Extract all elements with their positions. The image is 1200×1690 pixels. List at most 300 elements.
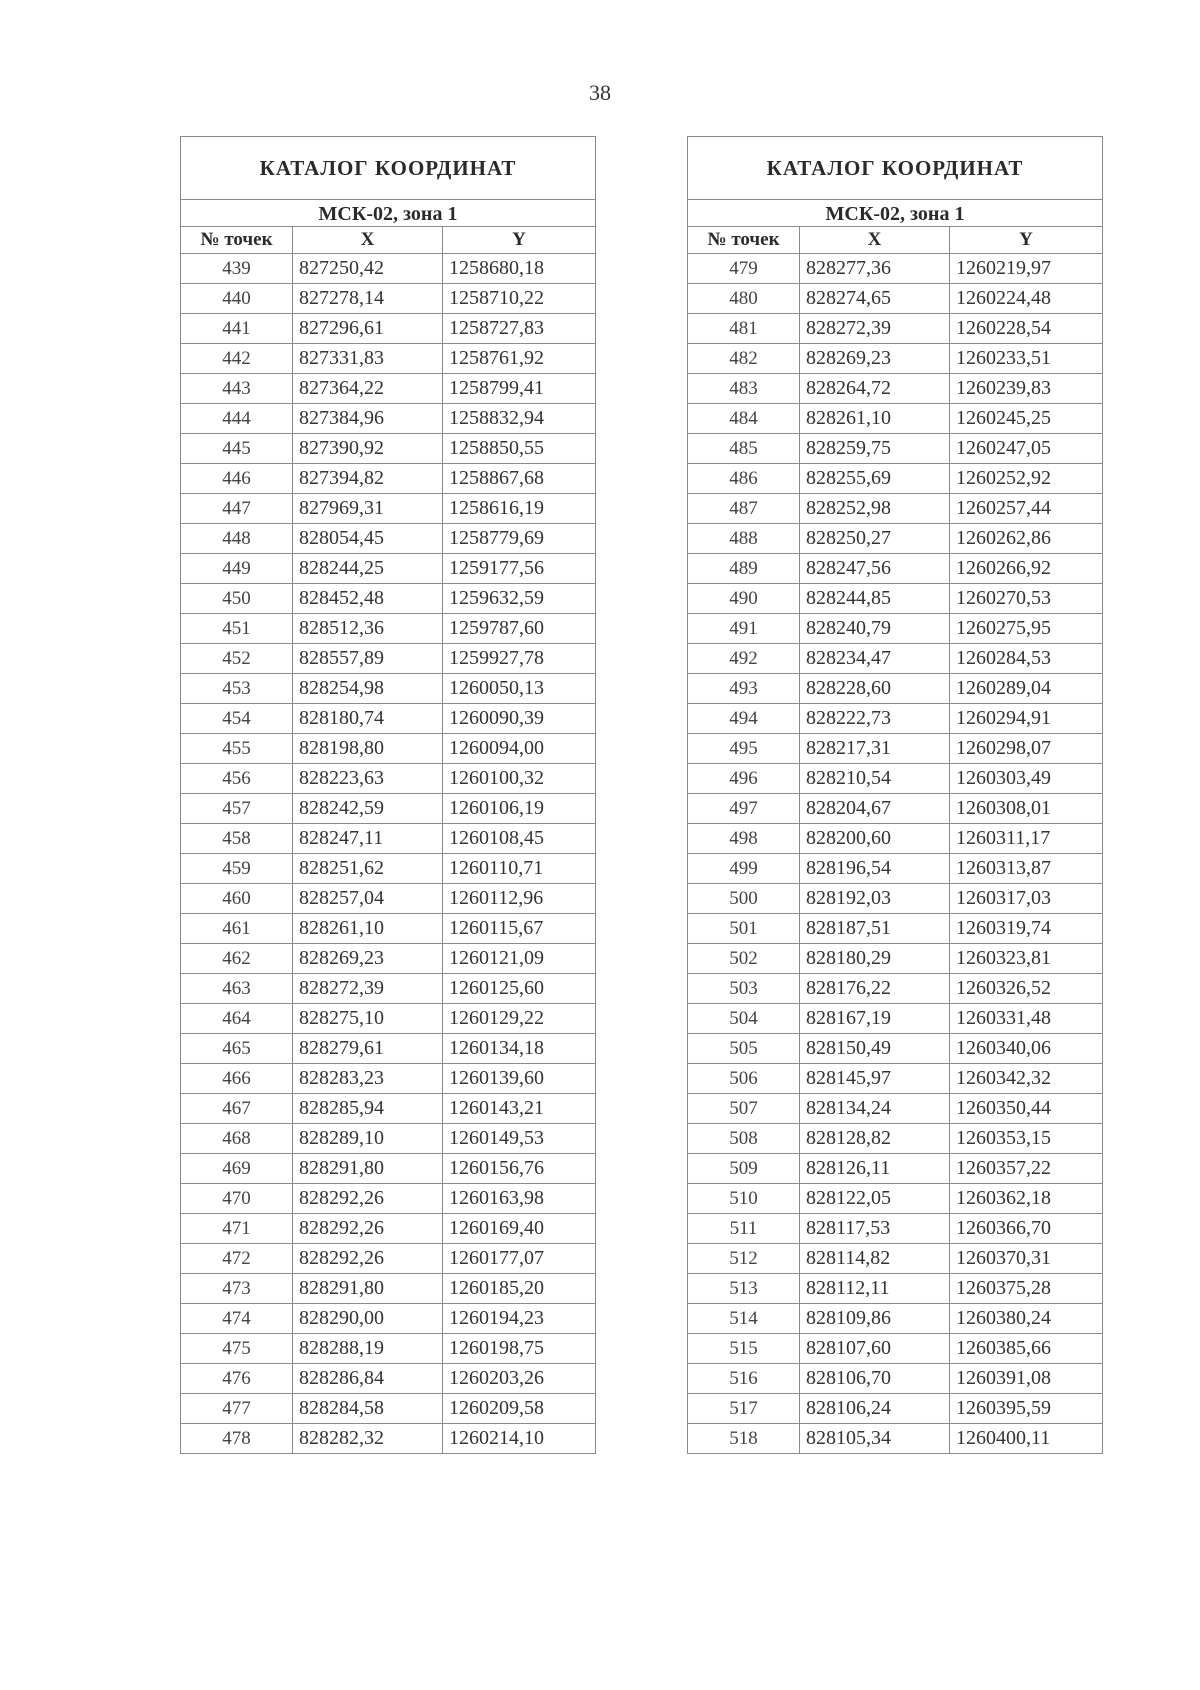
table-row xyxy=(181,1004,596,1034)
y-coordinate-cell: 1259632,59 xyxy=(443,584,596,614)
y-coordinate-cell: 1260252,92 xyxy=(950,464,1103,494)
y-coordinate-cell: 1260219,97 xyxy=(950,254,1103,284)
x-coordinate-cell: 828292,26 xyxy=(293,1184,443,1214)
x-coordinate-cell: 828150,49 xyxy=(800,1034,950,1064)
point-number-cell: 515 xyxy=(688,1334,800,1364)
y-coordinate-cell: 1260391,08 xyxy=(950,1364,1103,1394)
point-number-cell: 443 xyxy=(181,374,293,404)
y-coordinate-cell: 1260284,53 xyxy=(950,644,1103,674)
table-row xyxy=(181,494,596,524)
x-coordinate-cell: 828557,89 xyxy=(293,644,443,674)
x-coordinate-cell: 828244,25 xyxy=(293,554,443,584)
x-coordinate-cell: 828126,11 xyxy=(800,1154,950,1184)
y-coordinate-cell: 1260110,71 xyxy=(443,854,596,884)
point-number-cell: 470 xyxy=(181,1184,293,1214)
table-row xyxy=(181,554,596,584)
catalog-body xyxy=(181,254,596,1454)
y-coordinate-cell: 1260270,53 xyxy=(950,584,1103,614)
point-number-cell: 487 xyxy=(688,494,800,524)
x-coordinate-cell: 828242,59 xyxy=(293,794,443,824)
y-coordinate-cell: 1258680,18 xyxy=(443,254,596,284)
point-number-cell: 505 xyxy=(688,1034,800,1064)
y-coordinate-cell: 1260380,24 xyxy=(950,1304,1103,1334)
point-number-cell: 500 xyxy=(688,884,800,914)
point-number-cell: 511 xyxy=(688,1214,800,1244)
x-coordinate-cell: 828122,05 xyxy=(800,1184,950,1214)
y-coordinate-cell: 1260247,05 xyxy=(950,434,1103,464)
y-coordinate-cell: 1260353,15 xyxy=(950,1124,1103,1154)
x-coordinate-cell: 828054,45 xyxy=(293,524,443,554)
x-coordinate-cell: 828289,10 xyxy=(293,1124,443,1154)
x-coordinate-cell: 828234,47 xyxy=(800,644,950,674)
point-number-cell: 488 xyxy=(688,524,800,554)
table-row xyxy=(688,254,1103,284)
y-coordinate-cell: 1260228,54 xyxy=(950,314,1103,344)
table-row xyxy=(181,314,596,344)
y-coordinate-cell: 1260317,03 xyxy=(950,884,1103,914)
x-coordinate-cell: 828291,80 xyxy=(293,1154,443,1184)
point-number-cell: 468 xyxy=(181,1124,293,1154)
point-number-cell: 450 xyxy=(181,584,293,614)
y-coordinate-cell: 1260313,87 xyxy=(950,854,1103,884)
point-number-cell: 477 xyxy=(181,1394,293,1424)
point-number-cell: 514 xyxy=(688,1304,800,1334)
table-row xyxy=(688,1034,1103,1064)
y-coordinate-cell: 1260209,58 xyxy=(443,1394,596,1424)
point-number-cell: 442 xyxy=(181,344,293,374)
table-row xyxy=(181,914,596,944)
point-number-cell: 512 xyxy=(688,1244,800,1274)
y-coordinate-cell: 1260326,52 xyxy=(950,974,1103,1004)
point-number-cell: 492 xyxy=(688,644,800,674)
point-number-cell: 462 xyxy=(181,944,293,974)
x-coordinate-cell: 828109,86 xyxy=(800,1304,950,1334)
x-coordinate-cell: 828134,24 xyxy=(800,1094,950,1124)
y-coordinate-cell: 1260357,22 xyxy=(950,1154,1103,1184)
table-row xyxy=(181,764,596,794)
x-coordinate-cell: 828240,79 xyxy=(800,614,950,644)
table-row xyxy=(688,524,1103,554)
point-number-cell: 507 xyxy=(688,1094,800,1124)
x-coordinate-cell: 828264,72 xyxy=(800,374,950,404)
x-coordinate-cell: 828275,10 xyxy=(293,1004,443,1034)
header-point-number: № точек xyxy=(688,227,800,254)
point-number-cell: 504 xyxy=(688,1004,800,1034)
x-coordinate-cell: 828251,62 xyxy=(293,854,443,884)
x-coordinate-cell: 828228,60 xyxy=(800,674,950,704)
x-coordinate-cell: 828284,58 xyxy=(293,1394,443,1424)
table-row xyxy=(181,944,596,974)
header-x: X xyxy=(800,227,950,254)
point-number-cell: 483 xyxy=(688,374,800,404)
table-row xyxy=(181,344,596,374)
x-coordinate-cell: 828176,22 xyxy=(800,974,950,1004)
y-coordinate-cell: 1259787,60 xyxy=(443,614,596,644)
table-row xyxy=(181,584,596,614)
point-number-cell: 501 xyxy=(688,914,800,944)
point-number-cell: 451 xyxy=(181,614,293,644)
x-coordinate-cell: 828512,36 xyxy=(293,614,443,644)
table-row xyxy=(688,674,1103,704)
y-coordinate-cell: 1260121,09 xyxy=(443,944,596,974)
x-coordinate-cell: 828254,98 xyxy=(293,674,443,704)
table-row xyxy=(181,1064,596,1094)
y-coordinate-cell: 1260370,31 xyxy=(950,1244,1103,1274)
table-row xyxy=(181,704,596,734)
y-coordinate-cell: 1260163,98 xyxy=(443,1184,596,1214)
table-row xyxy=(688,464,1103,494)
table-row xyxy=(181,674,596,704)
x-coordinate-cell: 828198,80 xyxy=(293,734,443,764)
y-coordinate-cell: 1260350,44 xyxy=(950,1094,1103,1124)
x-coordinate-cell: 828244,85 xyxy=(800,584,950,614)
y-coordinate-cell: 1260115,67 xyxy=(443,914,596,944)
table-row xyxy=(181,1244,596,1274)
table-row xyxy=(181,404,596,434)
point-number-cell: 471 xyxy=(181,1214,293,1244)
x-coordinate-cell: 828286,84 xyxy=(293,1364,443,1394)
x-coordinate-cell: 828223,63 xyxy=(293,764,443,794)
x-coordinate-cell: 828261,10 xyxy=(800,404,950,434)
table-row xyxy=(181,794,596,824)
coordinate-system: МСК-02, зона 1 xyxy=(181,200,596,227)
point-number-cell: 484 xyxy=(688,404,800,434)
point-number-cell: 444 xyxy=(181,404,293,434)
y-coordinate-cell: 1260214,10 xyxy=(443,1424,596,1454)
x-coordinate-cell: 828187,51 xyxy=(800,914,950,944)
table-row xyxy=(181,1334,596,1364)
y-coordinate-cell: 1260266,92 xyxy=(950,554,1103,584)
point-number-cell: 459 xyxy=(181,854,293,884)
table-row xyxy=(688,614,1103,644)
y-coordinate-cell: 1260108,45 xyxy=(443,824,596,854)
y-coordinate-cell: 1258850,55 xyxy=(443,434,596,464)
point-number-cell: 469 xyxy=(181,1154,293,1184)
y-coordinate-cell: 1260090,39 xyxy=(443,704,596,734)
y-coordinate-cell: 1260395,59 xyxy=(950,1394,1103,1424)
point-number-cell: 498 xyxy=(688,824,800,854)
table-row xyxy=(688,284,1103,314)
table-row xyxy=(688,734,1103,764)
point-number-cell: 472 xyxy=(181,1244,293,1274)
y-coordinate-cell: 1258832,94 xyxy=(443,404,596,434)
point-number-cell: 491 xyxy=(688,614,800,644)
table-row xyxy=(688,1094,1103,1124)
x-coordinate-cell: 828247,11 xyxy=(293,824,443,854)
point-number-cell: 497 xyxy=(688,794,800,824)
table-row xyxy=(181,284,596,314)
y-coordinate-cell: 1260198,75 xyxy=(443,1334,596,1364)
point-number-cell: 455 xyxy=(181,734,293,764)
table-row xyxy=(181,974,596,1004)
x-coordinate-cell: 828285,94 xyxy=(293,1094,443,1124)
table-row xyxy=(181,734,596,764)
page-number: 38 xyxy=(589,80,611,105)
x-coordinate-cell: 827250,42 xyxy=(293,254,443,284)
y-coordinate-cell: 1260257,44 xyxy=(950,494,1103,524)
table-row xyxy=(181,1124,596,1154)
x-coordinate-cell: 828106,70 xyxy=(800,1364,950,1394)
x-coordinate-cell: 828292,26 xyxy=(293,1214,443,1244)
x-coordinate-cell: 828180,29 xyxy=(800,944,950,974)
y-coordinate-cell: 1260143,21 xyxy=(443,1094,596,1124)
y-coordinate-cell: 1260156,76 xyxy=(443,1154,596,1184)
table-row xyxy=(688,1184,1103,1214)
y-coordinate-cell: 1260125,60 xyxy=(443,974,596,1004)
point-number-cell: 493 xyxy=(688,674,800,704)
table-row xyxy=(688,944,1103,974)
y-coordinate-cell: 1258710,22 xyxy=(443,284,596,314)
table-row xyxy=(688,914,1103,944)
table-row xyxy=(688,374,1103,404)
point-number-cell: 494 xyxy=(688,704,800,734)
coordinate-catalog-left xyxy=(180,136,596,1454)
table-row xyxy=(688,584,1103,614)
x-coordinate-cell: 828279,61 xyxy=(293,1034,443,1064)
x-coordinate-cell: 828114,82 xyxy=(800,1244,950,1274)
table-row xyxy=(688,704,1103,734)
y-coordinate-cell: 1260185,20 xyxy=(443,1274,596,1304)
table-row xyxy=(688,554,1103,584)
y-coordinate-cell: 1260177,07 xyxy=(443,1244,596,1274)
table-row xyxy=(181,824,596,854)
header-y: Y xyxy=(950,227,1103,254)
table-row xyxy=(688,764,1103,794)
point-number-cell: 466 xyxy=(181,1064,293,1094)
table-row xyxy=(181,434,596,464)
y-coordinate-cell: 1260385,66 xyxy=(950,1334,1103,1364)
table-row xyxy=(181,464,596,494)
x-coordinate-cell: 828210,54 xyxy=(800,764,950,794)
x-coordinate-cell: 828259,75 xyxy=(800,434,950,464)
y-coordinate-cell: 1260233,51 xyxy=(950,344,1103,374)
table-row xyxy=(688,644,1103,674)
point-number-cell: 463 xyxy=(181,974,293,1004)
x-coordinate-cell: 827390,92 xyxy=(293,434,443,464)
y-coordinate-cell: 1260298,07 xyxy=(950,734,1103,764)
point-number-cell: 480 xyxy=(688,284,800,314)
point-number-cell: 475 xyxy=(181,1334,293,1364)
y-coordinate-cell: 1260203,26 xyxy=(443,1364,596,1394)
table-row xyxy=(688,1004,1103,1034)
point-number-cell: 473 xyxy=(181,1274,293,1304)
table-row xyxy=(181,1154,596,1184)
x-coordinate-cell: 828272,39 xyxy=(293,974,443,1004)
y-coordinate-cell: 1260362,18 xyxy=(950,1184,1103,1214)
x-coordinate-cell: 828180,74 xyxy=(293,704,443,734)
y-coordinate-cell: 1260169,40 xyxy=(443,1214,596,1244)
table-row xyxy=(688,1304,1103,1334)
y-coordinate-cell: 1260331,48 xyxy=(950,1004,1103,1034)
y-coordinate-cell: 1260289,04 xyxy=(950,674,1103,704)
y-coordinate-cell: 1260094,00 xyxy=(443,734,596,764)
table-row xyxy=(181,1034,596,1064)
x-coordinate-cell: 828255,69 xyxy=(800,464,950,494)
y-coordinate-cell: 1260134,18 xyxy=(443,1034,596,1064)
point-number-cell: 452 xyxy=(181,644,293,674)
point-number-cell: 439 xyxy=(181,254,293,284)
coordinate-catalog-right xyxy=(687,136,1103,1454)
x-coordinate-cell: 828288,19 xyxy=(293,1334,443,1364)
point-number-cell: 508 xyxy=(688,1124,800,1154)
y-coordinate-cell: 1260294,91 xyxy=(950,704,1103,734)
point-number-cell: 440 xyxy=(181,284,293,314)
point-number-cell: 495 xyxy=(688,734,800,764)
x-coordinate-cell: 827296,61 xyxy=(293,314,443,344)
x-coordinate-cell: 828247,56 xyxy=(800,554,950,584)
x-coordinate-cell: 828167,19 xyxy=(800,1004,950,1034)
point-number-cell: 482 xyxy=(688,344,800,374)
x-coordinate-cell: 828283,23 xyxy=(293,1064,443,1094)
table-row xyxy=(181,884,596,914)
coordinate-system: МСК-02, зона 1 xyxy=(688,200,1103,227)
header-x: X xyxy=(293,227,443,254)
y-coordinate-cell: 1260100,32 xyxy=(443,764,596,794)
table-row xyxy=(181,1214,596,1244)
point-number-cell: 479 xyxy=(688,254,800,284)
y-coordinate-cell: 1260275,95 xyxy=(950,614,1103,644)
y-coordinate-cell: 1259177,56 xyxy=(443,554,596,584)
table-row xyxy=(181,644,596,674)
table-row xyxy=(181,614,596,644)
table-row xyxy=(688,344,1103,374)
x-coordinate-cell: 828291,80 xyxy=(293,1274,443,1304)
point-number-cell: 513 xyxy=(688,1274,800,1304)
table-row xyxy=(688,404,1103,434)
point-number-cell: 453 xyxy=(181,674,293,704)
x-coordinate-cell: 828250,27 xyxy=(800,524,950,554)
point-number-cell: 458 xyxy=(181,824,293,854)
x-coordinate-cell: 828107,60 xyxy=(800,1334,950,1364)
x-coordinate-cell: 828274,65 xyxy=(800,284,950,314)
x-coordinate-cell: 827384,96 xyxy=(293,404,443,434)
table-row xyxy=(181,524,596,554)
header-y: Y xyxy=(443,227,596,254)
catalog-title: КАТАЛОГ КООРДИНАТ xyxy=(688,137,1103,200)
catalog-title: КАТАЛОГ КООРДИНАТ xyxy=(181,137,596,200)
y-coordinate-cell: 1260308,01 xyxy=(950,794,1103,824)
table-row xyxy=(688,1394,1103,1424)
table-row xyxy=(181,254,596,284)
x-coordinate-cell: 828292,26 xyxy=(293,1244,443,1274)
y-coordinate-cell: 1258779,69 xyxy=(443,524,596,554)
x-coordinate-cell: 828128,82 xyxy=(800,1124,950,1154)
table-row xyxy=(181,1274,596,1304)
x-coordinate-cell: 828452,48 xyxy=(293,584,443,614)
y-coordinate-cell: 1260366,70 xyxy=(950,1214,1103,1244)
point-number-cell: 460 xyxy=(181,884,293,914)
point-number-cell: 449 xyxy=(181,554,293,584)
point-number-cell: 474 xyxy=(181,1304,293,1334)
y-coordinate-cell: 1260400,11 xyxy=(950,1424,1103,1454)
point-number-cell: 489 xyxy=(688,554,800,584)
table-row xyxy=(688,314,1103,344)
x-coordinate-cell: 828269,23 xyxy=(800,344,950,374)
x-coordinate-cell: 828196,54 xyxy=(800,854,950,884)
y-coordinate-cell: 1260112,96 xyxy=(443,884,596,914)
point-number-cell: 509 xyxy=(688,1154,800,1184)
table-row xyxy=(688,884,1103,914)
x-coordinate-cell: 828222,73 xyxy=(800,704,950,734)
x-coordinate-cell: 828257,04 xyxy=(293,884,443,914)
table-row xyxy=(688,794,1103,824)
y-coordinate-cell: 1260375,28 xyxy=(950,1274,1103,1304)
y-coordinate-cell: 1260194,23 xyxy=(443,1304,596,1334)
catalog-body xyxy=(688,254,1103,1454)
point-number-cell: 465 xyxy=(181,1034,293,1064)
point-number-cell: 464 xyxy=(181,1004,293,1034)
x-coordinate-cell: 828106,24 xyxy=(800,1394,950,1424)
table-row xyxy=(688,974,1103,1004)
x-coordinate-cell: 828145,97 xyxy=(800,1064,950,1094)
table-row xyxy=(181,1424,596,1454)
point-number-cell: 448 xyxy=(181,524,293,554)
x-coordinate-cell: 828290,00 xyxy=(293,1304,443,1334)
y-coordinate-cell: 1260245,25 xyxy=(950,404,1103,434)
y-coordinate-cell: 1260050,13 xyxy=(443,674,596,704)
table-row xyxy=(181,1304,596,1334)
x-coordinate-cell: 827969,31 xyxy=(293,494,443,524)
table-row xyxy=(688,824,1103,854)
point-number-cell: 454 xyxy=(181,704,293,734)
x-coordinate-cell: 828200,60 xyxy=(800,824,950,854)
y-coordinate-cell: 1258799,41 xyxy=(443,374,596,404)
x-coordinate-cell: 828117,53 xyxy=(800,1214,950,1244)
x-coordinate-cell: 827364,22 xyxy=(293,374,443,404)
x-coordinate-cell: 827331,83 xyxy=(293,344,443,374)
table-row xyxy=(181,1394,596,1424)
y-coordinate-cell: 1258727,83 xyxy=(443,314,596,344)
y-coordinate-cell: 1260129,22 xyxy=(443,1004,596,1034)
point-number-cell: 506 xyxy=(688,1064,800,1094)
x-coordinate-cell: 828192,03 xyxy=(800,884,950,914)
point-number-cell: 499 xyxy=(688,854,800,884)
y-coordinate-cell: 1259927,78 xyxy=(443,644,596,674)
table-row xyxy=(688,1154,1103,1184)
point-number-cell: 496 xyxy=(688,764,800,794)
point-number-cell: 518 xyxy=(688,1424,800,1454)
x-coordinate-cell: 828112,11 xyxy=(800,1274,950,1304)
y-coordinate-cell: 1260323,81 xyxy=(950,944,1103,974)
point-number-cell: 481 xyxy=(688,314,800,344)
table-row xyxy=(688,1244,1103,1274)
x-coordinate-cell: 828204,67 xyxy=(800,794,950,824)
point-number-cell: 516 xyxy=(688,1364,800,1394)
y-coordinate-cell: 1258761,92 xyxy=(443,344,596,374)
table-row xyxy=(181,854,596,884)
x-coordinate-cell: 828277,36 xyxy=(800,254,950,284)
point-number-cell: 490 xyxy=(688,584,800,614)
table-row xyxy=(688,1364,1103,1394)
table-row xyxy=(688,1274,1103,1304)
x-coordinate-cell: 828261,10 xyxy=(293,914,443,944)
table-row xyxy=(181,374,596,404)
point-number-cell: 510 xyxy=(688,1184,800,1214)
x-coordinate-cell: 827278,14 xyxy=(293,284,443,314)
point-number-cell: 478 xyxy=(181,1424,293,1454)
point-number-cell: 456 xyxy=(181,764,293,794)
y-coordinate-cell: 1260139,60 xyxy=(443,1064,596,1094)
point-number-cell: 447 xyxy=(181,494,293,524)
table-row xyxy=(688,1064,1103,1094)
table-row xyxy=(181,1094,596,1124)
point-number-cell: 467 xyxy=(181,1094,293,1124)
point-number-cell: 486 xyxy=(688,464,800,494)
header-point-number: № точек xyxy=(181,227,293,254)
y-coordinate-cell: 1260303,49 xyxy=(950,764,1103,794)
x-coordinate-cell: 828269,23 xyxy=(293,944,443,974)
table-row xyxy=(688,1214,1103,1244)
